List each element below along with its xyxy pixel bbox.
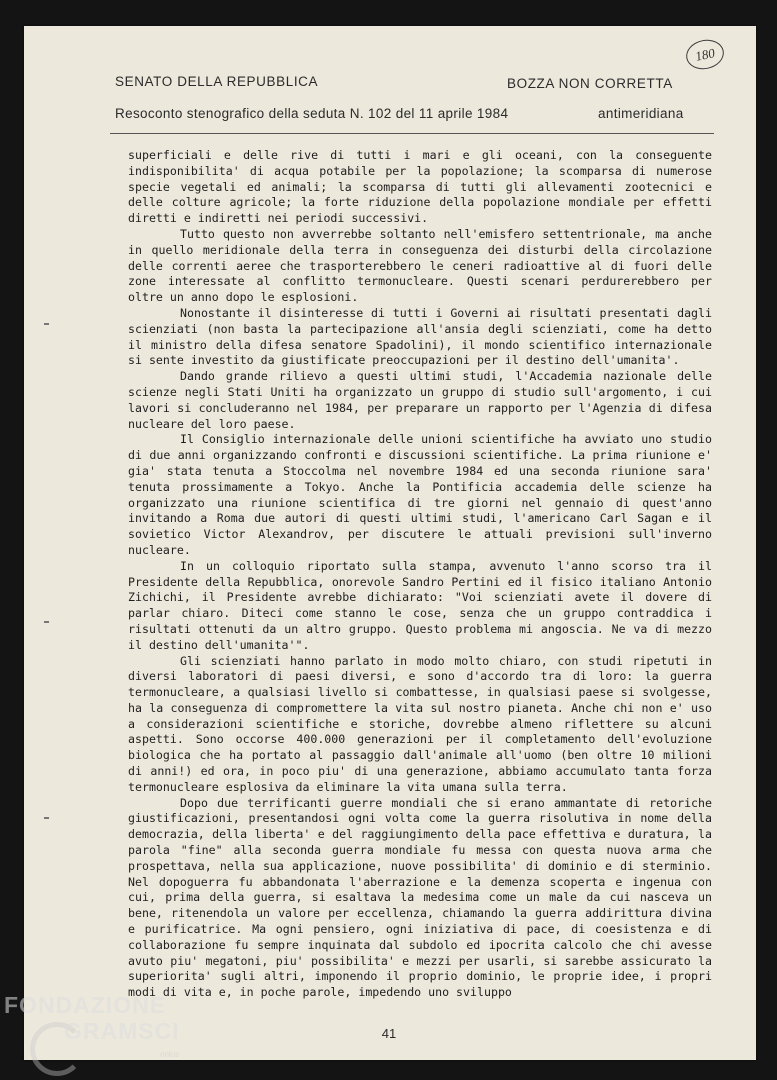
header-divider xyxy=(110,133,714,134)
margin-tick xyxy=(44,323,49,325)
watermark xyxy=(4,992,180,1044)
paragraph: superficiali e delle rive di tutti i mari e gli oceani, con la conseguente indisponibilita' di acqua potabile per la popolazione; la scomparsa di numerose specie vegetali ed animali; la scomparsa di tutti gli allevamenti zootecnici e delle colture agricole; la forte riduzione della popolazione mondiale per effetti diretti e indiretti nei periodi successivi. xyxy=(128,148,712,226)
paragraph: Dopo due terrificanti guerre mondiali che si erano ammantate di retoriche giustificazioni, presentandosi ogni volta come la guerra risolutiva in nome della democrazia, della liberta' e del raggiungimento della pace effettiva e duratura, la parola "fine" alla seconda guerra mondiale fu messa con questa nuova arma che prospettava, nella sua applicazione, nuove possibilita' di dominio e di sterminio. Nel dopoguerra fu abbandonata l'aberrazione e la demenza scoperta e ingenua con cui, prima della guerra, si esaltava la medesima come un male da cui nasceva un bene, ritenendola un valore per eccellenza, chiamando la guerra addirittura divina e purificatrice. Ma ogni pensiero, ogni iniziativa di pace, di coesistenza e di collaborazione fu sempre inquinata dal subdolo ed ipocrita calcolo che chi avesse avuto piu' megatoni, piu' possibilita' e mezzi per usarli, si sarebbe assicurato la superiorita' sugli altri, imponendo il proprio dominio, le proprie idee, i propri modi di vita e, in poche parole, impedendo uno sviluppo xyxy=(128,795,712,1000)
page-stamp: 180 xyxy=(683,36,726,72)
watermark-line-2: GRAMSCI xyxy=(64,1018,180,1044)
paragraph: Gli scienziati hanno parlato in modo molto chiaro, con studi ripetuti in diversi laboratori di paesi diversi, e sono d'accordo tra di loro: la guerra termonucleare, a qualsiasi livello si combattesse, in qualsiasi paese si svolgesse, ha la conseguenza di compromettere la vita sul nostro pianeta. Anche chi non e' uso a considerazioni scientifiche e storiche, dovrebbe almeno riflettere su alcuni aspetti. Sono occorse 400.000 generazioni per il completamento dell'evoluzione biologica che ha portato al passaggio dall'animale all'uomo (ben oltre 10 milioni di anni!) ed ora, in poco piu' di una generazione, abbiamo accumulato tanta forza termonucleare esplosiva da eliminare la vita umana sulla terra. xyxy=(128,653,712,794)
paragraph: Nonostante il disinteresse di tutti i Governi ai risultati presentati dagli scienziati (non basta la partecipazione all'ansia degli scienziati, come ha detto il ministro della difesa senatore Spadolini), il mondo scientifico internazionale si sente investito da giustificate preoccupazioni per il destino dell'umanita'. xyxy=(128,305,712,368)
watermark-line-1: FONDAZIONE xyxy=(4,992,167,1018)
senate-title: SENATO DELLA REPUBBLICA xyxy=(115,74,319,89)
paragraph: Tutto questo non avverrebbe soltanto nell'emisfero settentrionale, ma anche in quello meridionale della terra in conseguenza dei disturbi della circolazione delle correnti aeree che trasporterebbero le ceneri radioattive al di fuori delle zone interessate al conflitto termonucleare. Questi scenari perdurerebbero per oltre un anno dopo le esplosioni. xyxy=(128,226,712,305)
document-page xyxy=(24,26,756,1060)
paragraph: Dando grande rilievo a questi ultimi studi, l'Accademia nazionale delle scienze negli Stati Uniti ha organizzato un gruppo di studio sull'argomento, i cui lavori si concluderanno nel 1984, per preparare un rapporto per l'Agenzia di difesa nucleare del loro paese. xyxy=(128,369,712,431)
watermark-sub: onlus xyxy=(160,1050,180,1059)
document-body xyxy=(128,148,712,1001)
session-subtitle: Resoconto stenografico della seduta N. 102 del 11 aprile 1984 xyxy=(115,106,509,121)
paragraph: In un colloquio riportato sulla stampa, avvenuto l'anno scorso tra il Presidente della Repubblica, onorevole Sandro Pertini ed il fisico italiano Antonio Zichichi, il Presidente avrebbe dichiarato: "Voi scienziati avete il dovere di parlar chiaro. Diteci come stanno le cose, senza che un gruppo contraddica i risultati ottenuti da un altro gruppo. Questo problema mi angoscia. Ne va di mezzo il destino dell'umanita'". xyxy=(128,558,712,652)
margin-tick xyxy=(44,621,49,623)
page-number: 41 xyxy=(381,1026,397,1041)
margin-tick xyxy=(44,817,49,819)
session-type: antimeridiana xyxy=(598,106,684,121)
draft-notice: BOZZA NON CORRETTA xyxy=(507,76,673,91)
paragraph: Il Consiglio internazionale delle unioni scientifiche ha avviato uno studio di due anni organizzando confronti e discussioni scientifiche. La prima riunione e' gia' stata tenuta a Stoccolma nel novembre 1984 ed una seconda riunione sara' tenuta prossimamente a Tokyo. Anche la Pontificia accademia delle scienze ha organizzato una riunione scientifica di tre giorni nel gennaio di quest'anno invitando a Roma due autori di questi ultimi studi, l'americano Carl Sagan e il sovietico Victor Alexandrov, per discutere le attuali previsioni sull'inverno nucleare. xyxy=(128,432,712,557)
